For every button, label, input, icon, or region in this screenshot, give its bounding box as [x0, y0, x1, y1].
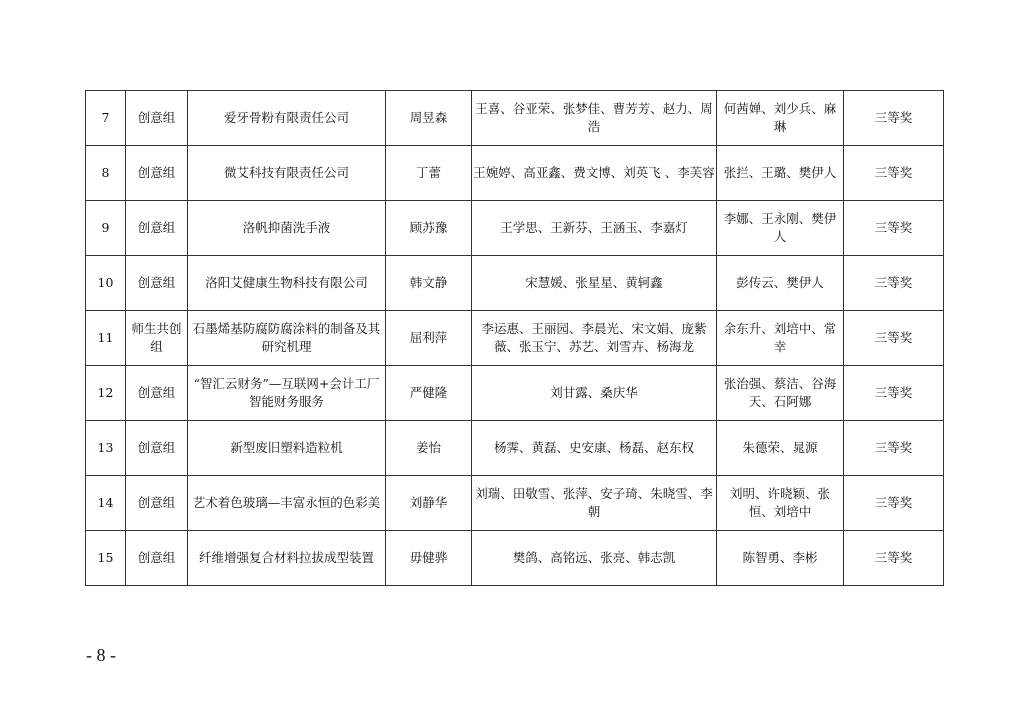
leader-cell: 刘静华: [386, 476, 472, 531]
group-cell: 创意组: [126, 531, 188, 586]
row-number: 8: [86, 146, 126, 201]
table-body: [86, 91, 944, 586]
project-cell: 微艾科技有限责任公司: [188, 146, 386, 201]
table-row: [86, 311, 944, 366]
row-number: 12: [86, 366, 126, 421]
advisors-cell: 余东升、刘培中、常幸: [717, 311, 844, 366]
advisors-cell: 朱德荣、晁源: [717, 421, 844, 476]
table-row: [86, 531, 944, 586]
row-number: 15: [86, 531, 126, 586]
row-number: 7: [86, 91, 126, 146]
table-row: [86, 91, 944, 146]
row-number: 13: [86, 421, 126, 476]
project-cell: 爱牙骨粉有限责任公司: [188, 91, 386, 146]
advisors-cell: 彭传云、樊伊人: [717, 256, 844, 311]
advisors-cell: 陈智勇、李彬: [717, 531, 844, 586]
row-number: 14: [86, 476, 126, 531]
members-cell: 王婉婷、高亚鑫、费文博、刘英飞 、李芙容: [472, 146, 717, 201]
group-cell: 创意组: [126, 366, 188, 421]
advisors-cell: 刘明、许晓颖、张恒、刘培中: [717, 476, 844, 531]
members-cell: 王学思、王新芬、王涵玉、李嘉灯: [472, 201, 717, 256]
members-cell: 刘瑞、田敬雪、张萍、安子琦、朱晓雪、李朝: [472, 476, 717, 531]
members-cell: 刘甘露、桑庆华: [472, 366, 717, 421]
project-cell: “智汇云财务”—互联网+会计工厂智能财务服务: [188, 366, 386, 421]
leader-cell: 屈利萍: [386, 311, 472, 366]
leader-cell: 顾苏豫: [386, 201, 472, 256]
award-cell: 三等奖: [844, 91, 944, 146]
table-row: [86, 421, 944, 476]
project-cell: 艺术着色玻璃—丰富永恒的色彩美: [188, 476, 386, 531]
page-number: - 8 -: [86, 645, 116, 665]
award-cell: 三等奖: [844, 256, 944, 311]
group-cell: 创意组: [126, 91, 188, 146]
leader-cell: 毋健骅: [386, 531, 472, 586]
project-cell: 新型废旧塑料造粒机: [188, 421, 386, 476]
leader-cell: 姜怡: [386, 421, 472, 476]
advisors-cell: 张拦、王璐、樊伊人: [717, 146, 844, 201]
table-row: [86, 366, 944, 421]
project-cell: 洛阳艾健康生物科技有限公司: [188, 256, 386, 311]
members-cell: 李运惠、王丽园、李晨光、宋文娟、庞紫薇、张玉宁、苏艺、刘雪卉、杨海龙: [472, 311, 717, 366]
project-cell: 石墨烯基防腐防腐涂料的制备及其研究机理: [188, 311, 386, 366]
award-cell: 三等奖: [844, 366, 944, 421]
advisors-cell: 张治强、蔡洁、谷海天、石阿娜: [717, 366, 844, 421]
table-row: [86, 476, 944, 531]
award-cell: 三等奖: [844, 201, 944, 256]
award-cell: 三等奖: [844, 311, 944, 366]
row-number: 11: [86, 311, 126, 366]
row-number: 9: [86, 201, 126, 256]
group-cell: 创意组: [126, 201, 188, 256]
group-cell: 师生共创组: [126, 311, 188, 366]
group-cell: 创意组: [126, 146, 188, 201]
table-row: [86, 146, 944, 201]
group-cell: 创意组: [126, 421, 188, 476]
leader-cell: 韩文静: [386, 256, 472, 311]
award-cell: 三等奖: [844, 476, 944, 531]
group-cell: 创意组: [126, 256, 188, 311]
group-cell: 创意组: [126, 476, 188, 531]
table-row: [86, 201, 944, 256]
advisors-cell: 李娜、王永刚、樊伊人: [717, 201, 844, 256]
award-cell: 三等奖: [844, 421, 944, 476]
members-cell: 王喜、谷亚荣、张梦佳、曹芳芳、赵力、周浩: [472, 91, 717, 146]
project-cell: 洛帆抑菌洗手液: [188, 201, 386, 256]
project-cell: 纤维增强复合材料拉拔成型装置: [188, 531, 386, 586]
award-cell: 三等奖: [844, 146, 944, 201]
members-cell: 宋慧媛、张星星、黄轲鑫: [472, 256, 717, 311]
award-cell: 三等奖: [844, 531, 944, 586]
members-cell: 樊鸽、高铭远、张亮、韩志凯: [472, 531, 717, 586]
advisors-cell: 何茜婵、刘少兵、麻琳: [717, 91, 844, 146]
table-row: [86, 256, 944, 311]
leader-cell: 严健隆: [386, 366, 472, 421]
leader-cell: 丁蕾: [386, 146, 472, 201]
leader-cell: 周昱森: [386, 91, 472, 146]
awards-table: [85, 90, 944, 586]
row-number: 10: [86, 256, 126, 311]
members-cell: 杨霁、黄磊、史安康、杨磊、赵东权: [472, 421, 717, 476]
